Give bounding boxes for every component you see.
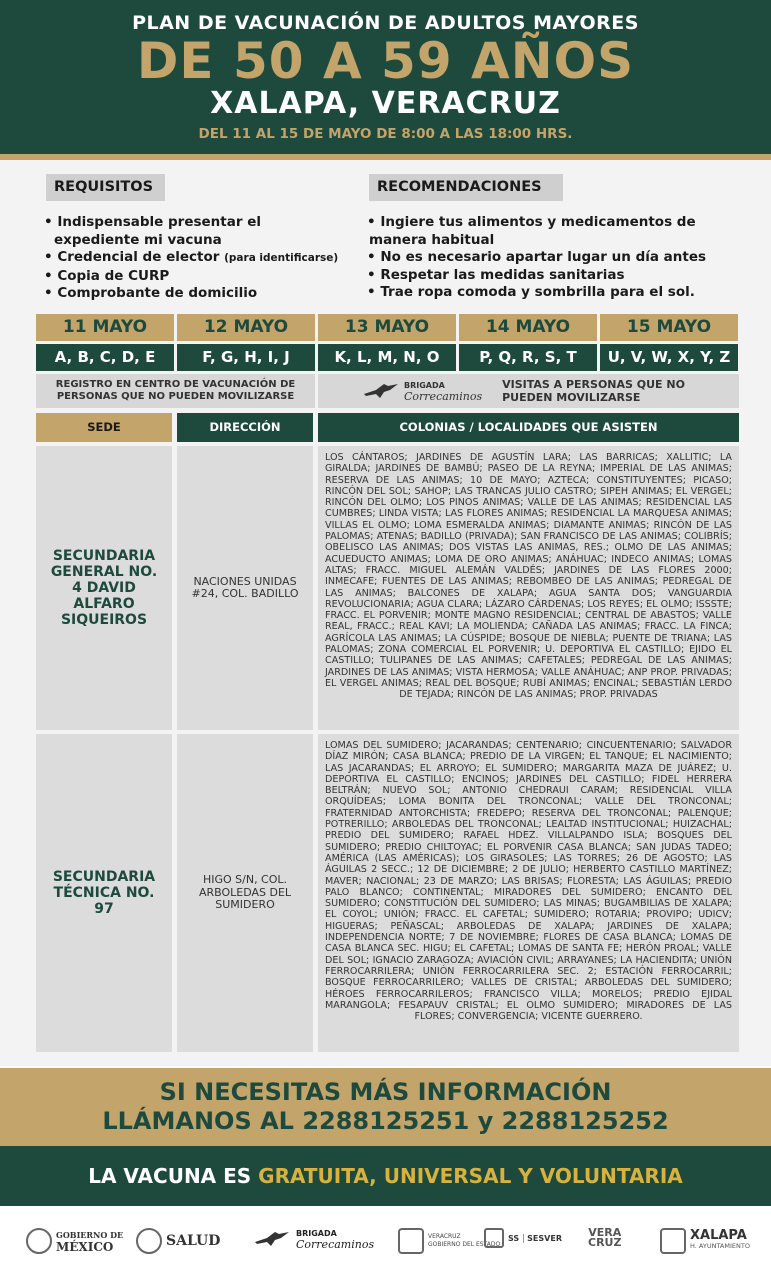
sede-cell: SECUNDARIA GENERAL NO. 4 DAVID ALFARO SIQUEIROS [36, 446, 172, 730]
list-item: • Copia de CURP [44, 267, 170, 284]
brigada-logo [362, 380, 482, 402]
colonias-cell: LOS CÁNTAROS; JARDINES DE AGUSTÍN LARA; LAS BARRICAS; XALLITIC; LA GIRALDA; JARDINES DE BAMBÚ; PASEO DE LA REYNA; IMPERIAL DE LAS ANIMAS; RESERVA DE LAS ANIMAS; 10 DE MAYO; AZTECA; CONSTITUYENTES; PICASO; RINCÓN DEL SOL; SAHOP; LAS TRANCAS JULIO CASTRO; SIPEH ANIMAS; EL VERGEL; RINCÓN DEL OLMO; LOS PINOS ANIMAS; VALLE DE LAS ANIMAS; RESIDENCIAL LAS CUMBRES; LINDA VISTA; LAS FLORES ANIMAS; RESIDENCIAL LA MARQUESA ANIMAS; VILLAS EL OLMO; LOMA ESMERALDA ANIMAS; DIAMANTE ANIMAS; RINCÓN DE LAS PALOMAS; ATENAS; BADILLO (PRIVADA); SAN FRANCISCO DE LAS ANIMAS; COLIBRÍS; OBELISCO LAS ANIMAS; DOS VISTAS LAS ANIMAS, RES.; OLMO DE LAS ANIMAS; ACUEDUCTO ANIMAS; LOMA DE ORO ANIMAS; ANÁHUAC; INDECO ANIMAS; LOMAS ALTAS; FRACC. MIGUEL ALEMÁN VALDÉS; JARDINES DE LAS FLORES 2000; INMECAFE; FUENTES DE LAS ANIMAS; REBOMBEO DE LAS ANIMAS; PEDREGAL DE LAS ANIMAS; BALCONES DE XALAPA; AGUA SANTA DOS; VANGUARDIA REVOLUCIONARIA; AGUA CLARA; LÁZARO CÁRDENAS; LOS REYES; EL OLMO; ISSSTE; FRACC. EL PORVENIR; MONTE MAGNO RESIDENCIAL; CENTRAL DE ABASTOS; VALLE REAL, FRACC.; REAL KAVI; LA MOLIENDA; CAÑADA LAS ANIMAS; FRACC. LA FINCA; AGRÍCOLA LAS ANIMAS; LA CÚSPIDE; BOSQUE DE NIEBLA; PUENTE DE TRIANA; LAS PALOMAS; ZONA COMERCIAL EL PORVENIR; U. DEPORTIVA EL CASTILLO; EJIDO EL CASTILLO; TULIPANES DE LAS ANIMAS; CAFETALES; PEDREGAL DE LAS ANIMAS; JARDINES DE LAS ANIMAS; VISTA HERMOSA; VALLE ANÁHUAC; ANP PROP. PRIVADAS; EL VERGEL ANIMAS; REAL DEL BOSQUE; RUBÍ ANIMAS; ENCINAL; SEBASTIÁN LERDO DE TEJADA; RINCÓN DE LAS ANIMAS; PROP. PRIVADAS [318, 446, 739, 730]
header-direccion: DIRECCIÓN [177, 413, 313, 442]
day-14: 14 MAYO [459, 314, 597, 341]
veracruz-gobierno-logo: VERACRUZ GOBIERNO DEL ESTADO [398, 1228, 500, 1254]
list-item: • Indispensable presentar el [44, 214, 261, 230]
header-colonias: COLONIAS / LOCALIDADES QUE ASISTEN [318, 413, 739, 442]
salud-logo: SALUD [136, 1228, 220, 1254]
sesver-logo: SS SESVER [484, 1228, 562, 1248]
brigada-label: BRIGADA [404, 381, 445, 390]
list-item: • No es necesario apartar lugar un día antes [367, 249, 707, 265]
age-range-title: DE 50 A 59 AÑOS [136, 32, 635, 90]
day-15: 15 MAYO [600, 314, 738, 341]
visitas-text: VISITAS A PERSONAS QUE NO PUEDEN MOVILIZARSE [502, 378, 685, 404]
list-item: • Ingiere tus alimentos y medicamentos de [367, 214, 696, 230]
brigada-note [318, 374, 739, 408]
letters-14: P, Q, R, S, T [459, 344, 597, 371]
roadrunner-icon [362, 380, 400, 402]
letters-11: A, B, C, D, E [36, 344, 174, 371]
city-title: XALAPA, VERACRUZ [210, 86, 561, 121]
gobierno-mexico-logo: GOBIERNO DE MÉXICO [26, 1228, 123, 1254]
shield-icon [660, 1228, 686, 1254]
header-banner [0, 0, 771, 160]
info-banner [0, 1068, 771, 1146]
correcaminos-label: Correcaminos [404, 390, 483, 403]
recomendaciones-list [367, 214, 747, 302]
registro-note: REGISTRO EN CENTRO DE VACUNACIÓN DE PERSONAS QUE NO PUEDEN MOVILIZARSE [36, 374, 315, 408]
letters-13: K, L, M, N, O [318, 344, 456, 371]
eagle-emblem-icon [26, 1228, 52, 1254]
list-item: • Comprobante de domicilio [44, 285, 258, 301]
list-item: manera habitual [369, 231, 495, 248]
shield-icon [398, 1228, 424, 1254]
day-13: 13 MAYO [318, 314, 456, 341]
list-item: • Trae ropa comoda y sombrilla para el sol. [367, 284, 695, 300]
recomendaciones-heading: RECOMENDACIONES [369, 174, 563, 201]
letters-12: F, G, H, I, J [177, 344, 315, 371]
eagle-emblem-icon [136, 1228, 162, 1254]
day-12: 12 MAYO [177, 314, 315, 341]
list-item: • Credencial de elector (para identificarse) [44, 249, 339, 265]
date-range: DEL 11 AL 15 DE MAYO DE 8:00 A LAS 18:00 HRS. [198, 126, 573, 142]
vacuna-banner [0, 1146, 771, 1206]
brigada-correcaminos-logo: BRIGADA Correcaminos [252, 1228, 374, 1250]
plan-title: PLAN DE VACUNACIÓN DE ADULTOS MAYORES [132, 12, 639, 34]
xalapa-ayuntamiento-logo: XALAPA H. AYUNTAMIENTO [660, 1228, 750, 1254]
list-item: • Respetar las medidas sanitarias [367, 266, 625, 283]
roadrunner-icon [252, 1228, 292, 1250]
vacuna-prefix: LA VACUNA ES [88, 1164, 259, 1188]
requisitos-heading: REQUISITOS [46, 174, 165, 201]
phone-numbers: LLÁMANOS AL 2288125251 y 2288125252 [102, 1107, 669, 1135]
sede-cell: SECUNDARIA TÉCNICA NO. 97 [36, 734, 172, 1052]
list-item: expediente mi vacuna [54, 231, 222, 248]
shield-icon [484, 1228, 504, 1248]
colonias-cell: LOMAS DEL SUMIDERO; JACARANDAS; CENTENARIO; CINCUENTENARIO; SALVADOR DÍAZ MIRÓN; CASA BLANCA; PREDIO DE LA VIRGEN; EL TANQUE; EL NACIMIENTO; LAS JACARANDAS; EL ARROYO; EL SUMIDERO; MARGARITA MAZA DE JUÁREZ; U. DEPORTIVA EL CASTILLO; ENCINOS; JARDINES DEL CASTILLO; FIDEL HERRERA BELTRÁN; NUEVO SOL; ANTONIO CHEDRAUI CARAM; RESIDENCIAL VILLA ORQUÍDEAS; LOMA BONITA DEL TRONCONAL; VALLE DEL TRONCONAL; FRATERNIDAD ANTORCHISTA; FREDEPO; RESERVA DEL TRONCONAL; PALENQUE; POTRERILLO; ARBOLEDAS DEL TRONCONAL; LEALTAD INSTITUCIONAL; HUIZACHAL; PREDIO DEL SUMIDERO; RAFAEL HDEZ. VILLALPANDO ISLA; BOSQUES DEL SUMIDERO; PREDIO CHILTOYAC; EL PORVENIR CASA BLANCA; SAN JUDAS TADEO; AMÉRICA (LAS AMÉRICAS); LOS GIRASOLES; LAS TORRES; 26 DE AGOSTO; LAS ÁGUILAS 2 SECC.; 12 DE DICIEMBRE; 2 DE JULIO; HERBERTO CASTILLO MARTÍNEZ; MAVER; NACIONAL; 23 DE MARZO; LAS BRISAS; FLORESTA; LAS ÁGUILAS; PREDIO PALO BLANCO; CONTINENTAL; MIRADORES DEL SUMIDERO; ENCANTO DEL SUMIDERO; CONSTITUCIÓN DEL SUMIDERO; LAS MINAS; BUGAMBILIAS DE XALAPA; EL COYOL; UNIÓN; FRACC. EL CAFETAL; SUMIDERO; ROTARIA; PROVIPO; UDICV; HIGUERAS; PEÑASCAL; ARBOLEDAS DE XALAPA; JARDINES DE XALAPA; INDEPENDENCIA NORTE; 7 DE NOVIEMBRE; FLORES DE CASA BLANCA; LOMAS DE CASA BLANCA SEC. HIGU; EL CAFETAL; LOMAS DE SANTA FE; HERÓN PROAL; VALLE DEL SOL; IGNACIO ZARAGOZA; AVIACIÓN CIVIL; ARRAYANES; LA HACIENDITA; UNIÓN FERROCARRILERA; UNIÓN FERROCARRILERA SEC. 2; ESTACIÓN FERROCARRIL; BOSQUE FERROCARRILERO; VALLES DE CRISTAL; ARBOLEDAS DEL SUMIDERO; HÉROES FERROCARRILEROS; FRANCISCO VILLA; MORELOS; PREDIO EJIDAL MARANGOLA; FESAPAUV CRISTAL; EL OLMO SUMIDERO; MIRADORES DE LAS FLORES; CONVERGENCIA; VICENTE GUERRERO. [318, 734, 739, 1052]
letters-15: U, V, W, X, Y, Z [600, 344, 738, 371]
vera-cruz-logo: VERA CRUZ [588, 1226, 622, 1249]
day-11: 11 MAYO [36, 314, 174, 341]
requisitos-list [44, 214, 354, 303]
info-line1: SI NECESITAS MÁS INFORMACIÓN [159, 1078, 612, 1106]
header-sede: SEDE [36, 413, 172, 442]
vacuna-highlight: GRATUITA, UNIVERSAL Y VOLUNTARIA [258, 1164, 683, 1188]
direccion-cell: NACIONES UNIDAS #24, COL. BADILLO [177, 446, 313, 730]
direccion-cell: HIGO S/N, COL. ARBOLEDAS DEL SUMIDERO [177, 734, 313, 1052]
